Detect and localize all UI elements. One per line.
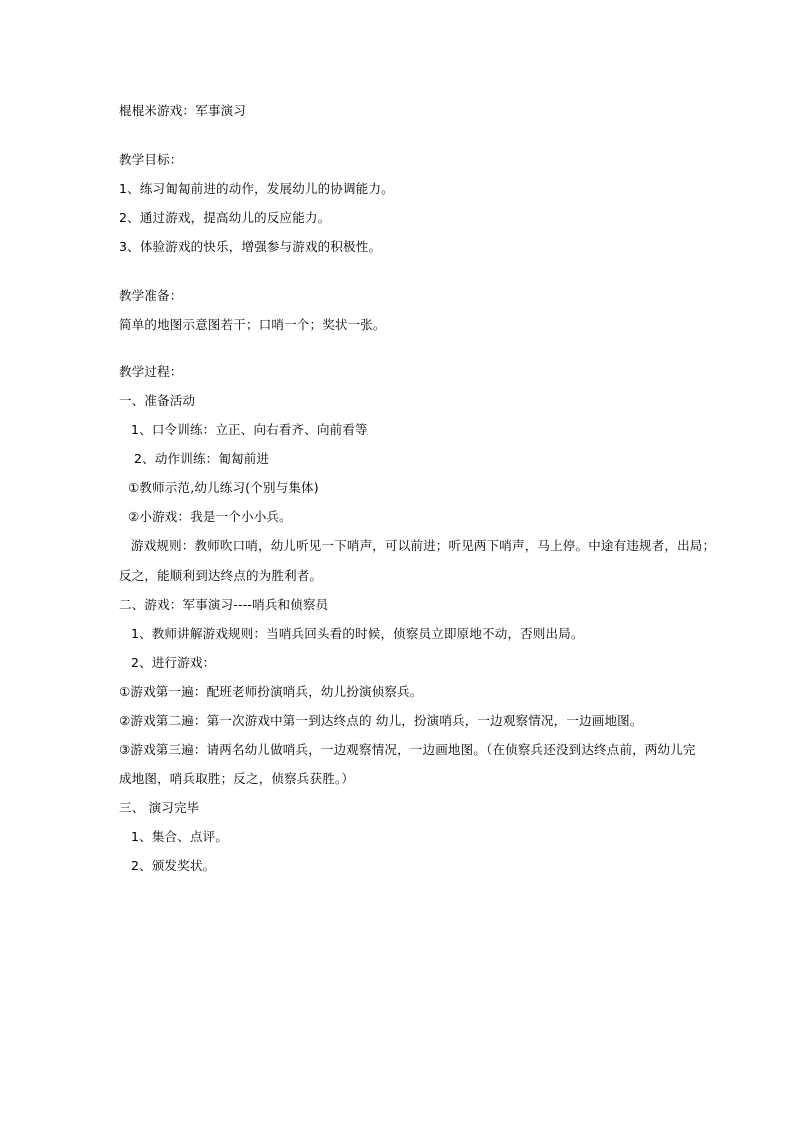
objective-item-1: 1、练习匍匐前进的动作，发展幼儿的协调能力。 — [119, 181, 394, 196]
section1-sub-1: ①教师示范,幼儿练习(个别与集体) — [128, 480, 319, 495]
section2-round-1: ①游戏第一遍：配班老师扮演哨兵，幼儿扮演侦察兵。 — [119, 684, 423, 699]
section3-item-2: 2、颁发奖状。 — [131, 858, 216, 873]
section2-round-3-line-2: 成地图，哨兵取胜；反之，侦察兵获胜。） — [119, 771, 355, 786]
section2-item-1: 1、教师讲解游戏规则：当哨兵回头看的时候，侦察员立即原地不动，否则出局。 — [131, 626, 584, 641]
preparation-text: 简单的地图示意图若干；口哨一个；奖状一张。 — [119, 317, 386, 332]
objective-item-2: 2、通过游戏，提高幼儿的反应能力。 — [119, 210, 331, 225]
objective-item-3: 3、体验游戏的快乐，增强参与游戏的积极性。 — [119, 239, 382, 254]
section1-item-2: 2、动作训练：匍匐前进 — [134, 451, 270, 466]
section3-title: 三、 演习完毕 — [119, 800, 200, 815]
section2-title: 二、游戏：军事演习----哨兵和侦察员 — [119, 597, 329, 612]
process-heading: 教学过程： — [119, 364, 183, 379]
objectives-heading: 教学目标： — [119, 152, 183, 167]
document-title: 棍棍米游戏：军事演习 — [119, 103, 247, 118]
section1-rules-line-1: 游戏规则：教师吹口哨，幼儿听见一下哨声，可以前进；听见两下哨声，马上停。中途有违规者，出局； — [131, 538, 716, 553]
section2-item-2: 2、进行游戏： — [131, 655, 216, 670]
section1-rules-line-2: 反之，能顺利到达终点的为胜利者。 — [119, 568, 323, 583]
section1-item-1: 1、口令训练：立正、向右看齐、向前看等 — [131, 422, 368, 437]
section2-round-3-line-1: ③游戏第三遍：请两名幼儿做哨兵，一边观察情况，一边画地图。（在侦察兵还没到达终点前，两幼儿完 — [119, 742, 696, 757]
section1-title: 一、准备活动 — [119, 393, 196, 408]
section2-round-2: ②游戏第二遍：第一次游戏中第一到达终点的 幼儿，扮演哨兵，一边观察情况，一边画地图。 — [119, 713, 643, 728]
section3-item-1: 1、集合、点评。 — [131, 829, 229, 844]
preparation-heading: 教学准备： — [119, 288, 183, 303]
section1-sub-2: ②小游戏：我是一个小小兵。 — [128, 509, 292, 524]
